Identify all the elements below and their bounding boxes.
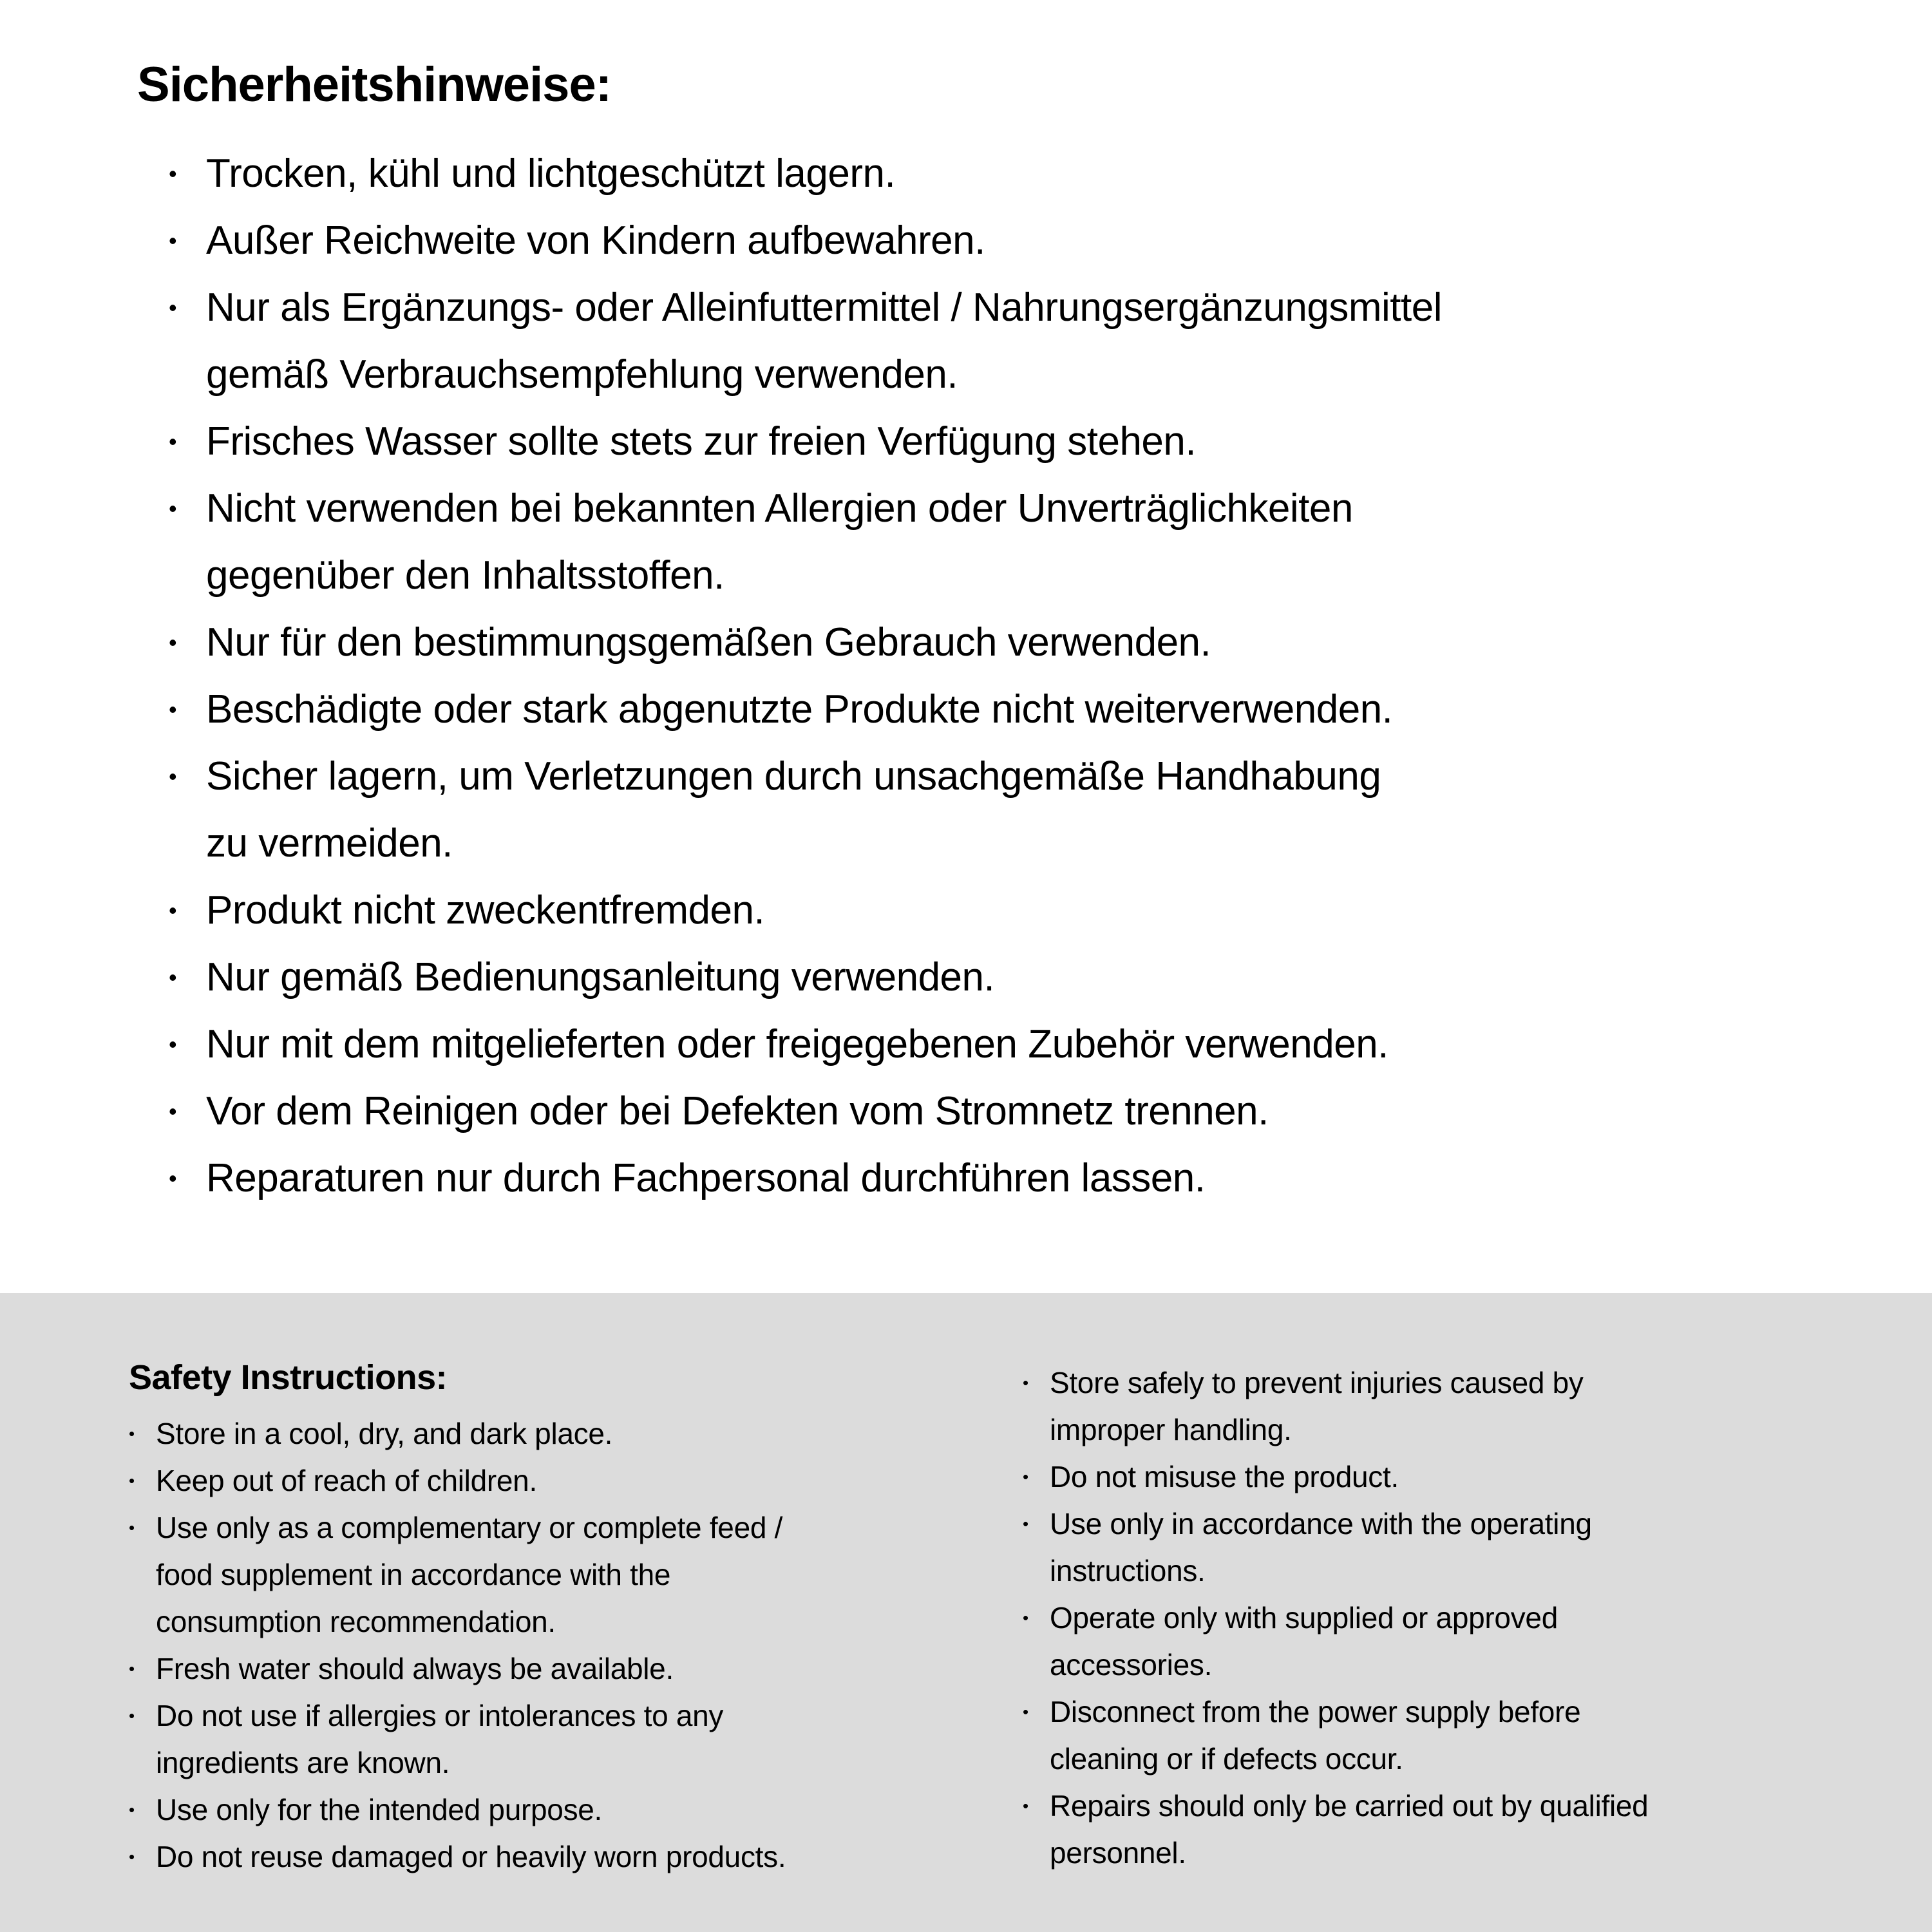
list-item [169,676,1442,743]
list-item-line: Beschädigte oder stark abgenutzte Produkte nicht weiterverwenden. [206,687,1393,732]
german-section-title: Sicherheitshinweise: [137,57,612,112]
list-item-line: instructions. [1050,1554,1206,1587]
list-item-text [156,1833,786,1880]
list-item-line: Fresh water should always be available. [156,1652,674,1685]
list-item [169,140,1442,207]
list-item-line: accessories. [1050,1648,1213,1681]
list-item-line: Use only for the intended purpose. [156,1793,603,1826]
list-item-line: Repairs should only be carried out by qualified [1050,1789,1649,1823]
list-item-text [206,1011,1388,1078]
list-item-line: zu vermeiden. [206,821,453,866]
list-item-text [1050,1454,1399,1501]
list-item [169,877,1442,944]
list-item-text [156,1457,537,1504]
list-item-line: ingredients are known. [156,1746,450,1779]
list-item [1023,1359,1918,1454]
english-right-column [1023,1359,1918,1877]
list-item [129,1692,998,1786]
list-item [1023,1595,1918,1689]
list-item-line: Keep out of reach of children. [156,1464,537,1497]
list-item-text [206,207,985,274]
list-item-line: gegenüber den Inhaltsstoffen. [206,553,724,598]
english-section-title: Safety Instructions: [129,1358,448,1397]
bullet-icon: • [169,696,177,723]
list-item-line: Do not misuse the product. [1050,1460,1399,1493]
list-item-line: Use only as a complementary or complete feed / [156,1511,783,1544]
list-item-text [206,140,895,207]
english-safety-section [0,1293,1932,1932]
bullet-icon: • [169,1098,177,1124]
list-item-line: Nicht verwenden bei bekannten Allergien oder Unverträglichkeiten [206,486,1353,531]
list-item-line: Nur mit dem mitgelieferten oder freigegebenen Zubehör verwenden. [206,1022,1388,1066]
bullet-icon: • [169,160,177,187]
list-item-text [156,1692,723,1786]
list-item-line: Store safely to prevent injuries caused by [1050,1366,1584,1399]
bullet-icon: • [169,294,177,321]
list-item-line: Vor dem Reinigen oder bei Defekten vom Stromnetz trennen. [206,1089,1269,1133]
list-item-line: Operate only with supplied or approved [1050,1601,1558,1634]
list-item [169,1145,1442,1212]
list-item-line: personnel. [1050,1836,1186,1870]
list-item [129,1786,998,1833]
list-item-line: Nur gemäß Bedienungsanleitung verwenden. [206,955,995,999]
list-item-line: Außer Reichweite von Kindern aufbewahren. [206,218,985,263]
list-item-text [206,1078,1269,1145]
list-item [169,1078,1442,1145]
bullet-icon: • [1023,1514,1028,1533]
english-safety-list-right [1023,1359,1918,1877]
bullet-icon: • [129,1659,135,1678]
list-item-line: gemäß Verbrauchsempfehlung verwenden. [206,352,958,397]
list-item-text [206,408,1196,475]
list-item-line: Trocken, kühl und lichtgeschützt lagern. [206,151,896,196]
list-item-text [1050,1595,1558,1689]
list-item-line: improper handling. [1050,1413,1292,1446]
list-item [129,1504,998,1645]
list-item-text [1050,1783,1648,1877]
bullet-icon: • [169,629,177,656]
list-item [169,1011,1442,1078]
list-item [129,1457,998,1504]
bullet-icon: • [169,897,177,923]
list-item-text [1050,1689,1580,1783]
list-item [169,207,1442,274]
bullet-icon: • [169,495,177,522]
list-item [169,475,1442,609]
bullet-icon: • [169,964,177,990]
bullet-icon: • [1023,1702,1028,1721]
list-item-line: cleaning or if defects occur. [1050,1742,1403,1776]
list-item-line: food supplement in accordance with the [156,1558,671,1591]
english-left-column [129,1358,998,1880]
list-item-text [206,475,1353,609]
list-item [1023,1501,1918,1595]
list-item-line: Sicher lagern, um Verletzungen durch unsachgemäße Handhabung [206,754,1381,799]
list-item-line: Do not reuse damaged or heavily worn products. [156,1840,786,1873]
list-item-line: Nur als Ergänzungs- oder Alleinfuttermittel / Nahrungsergänzungsmittel [206,285,1442,330]
bullet-icon: • [169,227,177,254]
bullet-icon: • [169,1165,177,1191]
bullet-icon: • [129,1706,135,1725]
bullet-icon: • [129,1518,135,1537]
list-item [169,408,1442,475]
german-safety-list [169,140,1442,1212]
list-item-line: Do not use if allergies or intolerances to any [156,1699,724,1732]
list-item [169,743,1442,877]
list-item-text [206,676,1392,743]
list-item-line: Produkt nicht zweckentfremden. [206,888,765,933]
bullet-icon: • [169,763,177,790]
list-item [1023,1689,1918,1783]
bullet-icon: • [129,1424,135,1443]
list-item-line: Store in a cool, dry, and dark place. [156,1417,613,1450]
list-item-line: Frisches Wasser sollte stets zur freien Verfügung stehen. [206,419,1197,464]
list-item [129,1410,998,1457]
bullet-icon: • [129,1847,135,1866]
list-item-line: Use only in accordance with the operating [1050,1507,1592,1540]
list-item-text [156,1504,782,1645]
bullet-icon: • [1023,1467,1028,1486]
list-item-text [156,1645,674,1692]
list-item-text [206,1145,1206,1212]
list-item [1023,1454,1918,1501]
list-item-text [206,743,1381,877]
bullet-icon: • [169,428,177,455]
list-item-line: Reparaturen nur durch Fachpersonal durchführen lassen. [206,1156,1206,1200]
list-item [169,944,1442,1011]
list-item-text [1050,1359,1584,1454]
list-item-text [206,609,1211,676]
list-item [169,609,1442,676]
list-item-text [1050,1501,1592,1595]
list-item [1023,1783,1918,1877]
list-item-text [206,944,994,1011]
bullet-icon: • [129,1471,135,1490]
bullet-icon: • [129,1800,135,1819]
list-item [169,274,1442,408]
bullet-icon: • [169,1031,177,1057]
list-item [129,1833,998,1880]
list-item-text [206,274,1442,408]
bullet-icon: • [1023,1608,1028,1627]
english-safety-list-left [129,1410,998,1880]
bullet-icon: • [1023,1796,1028,1815]
list-item-text [206,877,764,944]
list-item-line: Disconnect from the power supply before [1050,1695,1581,1728]
list-item-text [156,1410,612,1457]
list-item-text [156,1786,602,1833]
list-item-line: Nur für den bestimmungsgemäßen Gebrauch verwenden. [206,620,1211,665]
list-item-line: consumption recommendation. [156,1605,556,1638]
list-item [129,1645,998,1692]
bullet-icon: • [1023,1373,1028,1392]
